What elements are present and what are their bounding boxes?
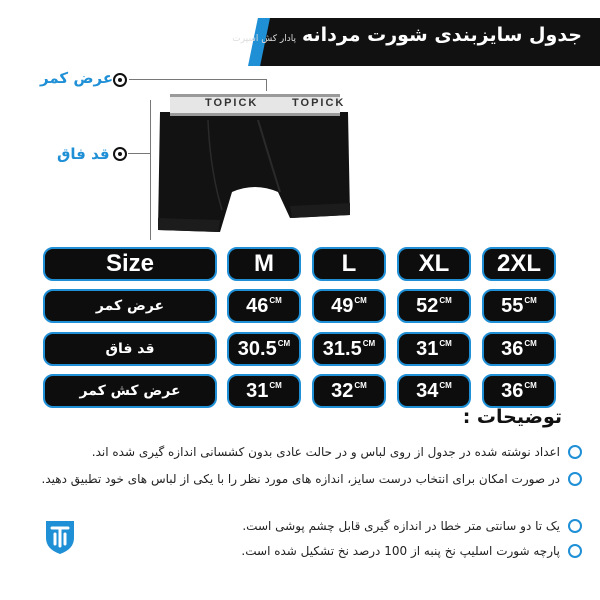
title-text: جدول سایزبندی شورت مردانه bbox=[302, 24, 582, 46]
length-marker-icon bbox=[113, 147, 127, 161]
size-xl-header: XL bbox=[397, 247, 471, 281]
note-bullet-icon bbox=[568, 544, 582, 558]
waistband-brand-text-2: TOPICK bbox=[292, 97, 346, 109]
note-item: یک تا دو سانتی متر خطا در اندازه گیری قابل چشم پوشی است. bbox=[242, 519, 560, 533]
size-header-cell: Size bbox=[43, 247, 217, 281]
cell-waistband-xl: 34 $^{CM}$ bbox=[397, 374, 471, 408]
note-item: اعداد نوشته شده در جدول از روی لباس و در حالت عادی بدون کشسانی اندازه گیری شده اند. bbox=[91, 445, 560, 459]
note-item: در صورت امکان برای انتخاب درست سایز، اندازه های مورد نظر را با یکی از لباس های خود تطبیق دهید. bbox=[41, 472, 560, 486]
waist-marker-icon bbox=[113, 73, 127, 87]
cell-waist-l: 49 $^{CM}$ bbox=[312, 289, 386, 323]
page-title bbox=[232, 24, 582, 46]
topick-logo-icon bbox=[44, 518, 76, 556]
waist-guide-line bbox=[129, 79, 267, 80]
cell-waistband-l: 32 $^{CM}$ bbox=[312, 374, 386, 408]
title-subtitle: پادار کش اسپرت bbox=[232, 34, 296, 44]
row-label-length: قد فاق bbox=[43, 332, 217, 366]
note-bullet-icon bbox=[568, 445, 582, 459]
size-l-header: L bbox=[312, 247, 386, 281]
cell-waistband-2xl: 36 $^{CM}$ bbox=[482, 374, 556, 408]
note-bullet-icon bbox=[568, 519, 582, 533]
cell-length-2xl: 36 $^{CM}$ bbox=[482, 332, 556, 366]
row-label-waistband: عرض کش کمر bbox=[43, 374, 217, 408]
cell-waist-xl: 52 $^{CM}$ bbox=[397, 289, 471, 323]
cell-waist-m: 46 $^{CM}$ bbox=[227, 289, 301, 323]
size-m-header: M bbox=[227, 247, 301, 281]
row-label-waist: عرض کمر bbox=[43, 289, 217, 323]
boxer-briefs-image bbox=[150, 90, 360, 250]
length-label: قد فاق bbox=[57, 145, 110, 163]
waist-label: عرض کمر bbox=[40, 69, 114, 87]
cell-waist-2xl: 55 $^{CM}$ bbox=[482, 289, 556, 323]
note-item: پارچه شورت اسلیپ نخ پنبه از 100 درصد نخ تشکیل شده است. bbox=[241, 544, 560, 558]
cell-length-xl: 31 $^{CM}$ bbox=[397, 332, 471, 366]
note-bullet-icon bbox=[568, 472, 582, 486]
size-2xl-header: 2XL bbox=[482, 247, 556, 281]
cell-length-m: 30.5 $^{CM}$ bbox=[227, 332, 301, 366]
length-guide-line bbox=[128, 153, 150, 154]
notes-title: توضیحات : bbox=[462, 406, 562, 428]
waistband-brand-text: TOPICK bbox=[205, 97, 259, 109]
cell-waistband-m: 31 $^{CM}$ bbox=[227, 374, 301, 408]
cell-length-l: 31.5 $^{CM}$ bbox=[312, 332, 386, 366]
